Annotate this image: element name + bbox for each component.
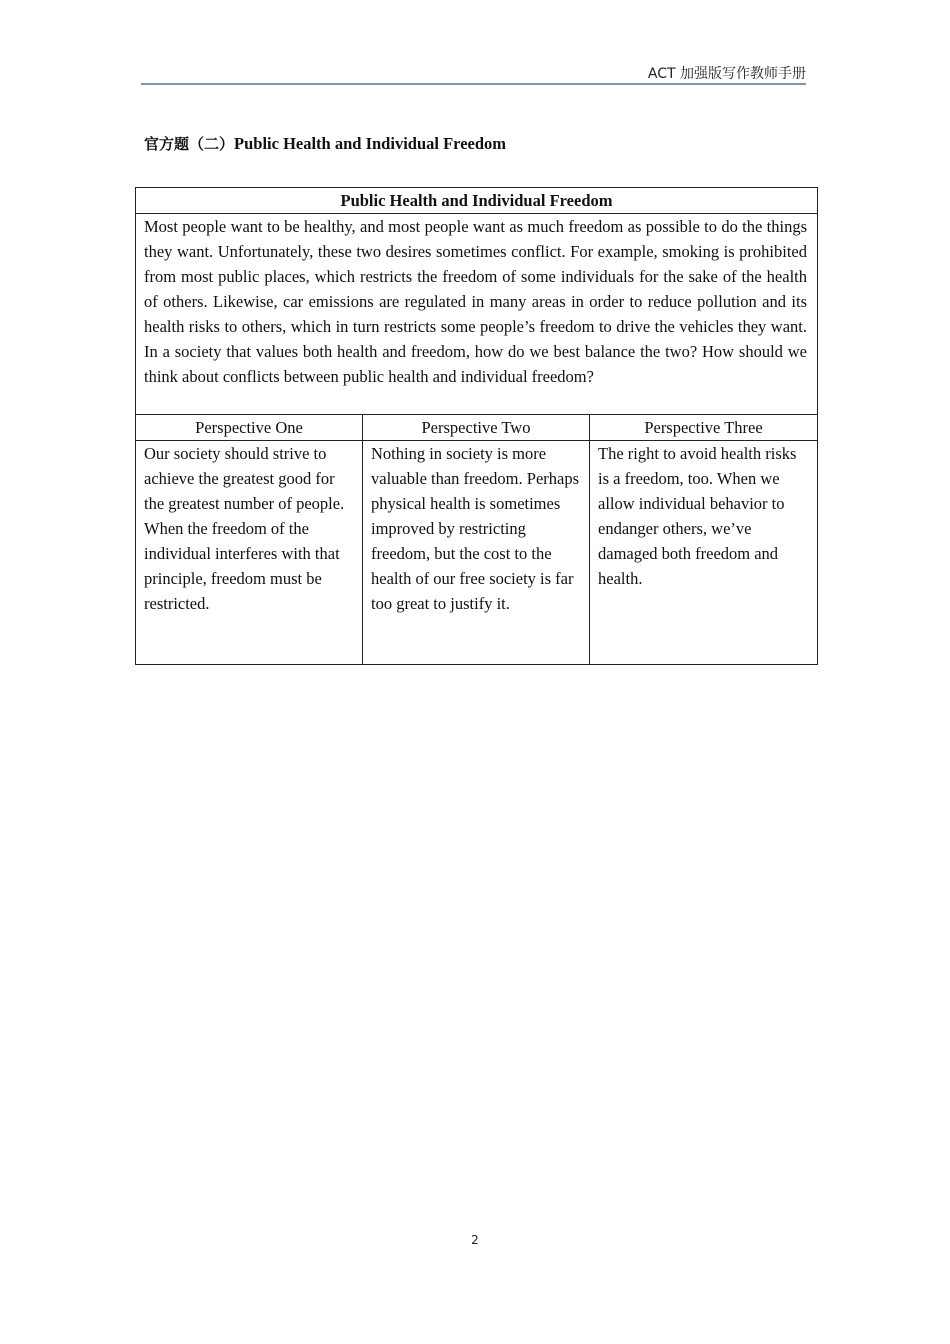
section-heading-english: Public Health and Individual Freedom	[234, 134, 507, 153]
header-rule	[141, 83, 806, 85]
running-header: ACT 加强版写作教师手册	[647, 66, 806, 82]
perspective-one-text: Our society should strive to achieve the greatest good for the greatest number of people. When the freedom of the individual interferes with that principle, freedom must be restricted.	[136, 441, 363, 665]
section-heading	[144, 133, 506, 155]
perspective-one-label: Perspective One	[136, 415, 363, 441]
prompt-title: Public Health and Individual Freedom	[136, 188, 818, 214]
section-heading-chinese: 官方题（二）	[144, 135, 235, 153]
perspective-two-text: Nothing in society is more valuable than freedom. Perhaps physical health is sometimes improved by restricting freedom, but the cost to the health of our free society is far too great to justify it.	[363, 441, 590, 665]
prompt-table	[135, 187, 818, 665]
page-number: 2	[471, 1233, 479, 1247]
perspective-three-label: Perspective Three	[590, 415, 818, 441]
perspective-three-text: The right to avoid health risks is a freedom, too. When we allow individual behavior to endanger others, we’ve damaged both freedom and health.	[590, 441, 818, 665]
prompt-body: Most people want to be healthy, and most people want as much freedom as possible to do the things they want. Unfortunately, these two desires sometimes conflict. For example, smoking is prohibited from most public places, which restricts the freedom of some individuals for the sake of the health of others. Likewise, car emissions are regulated in many areas in order to reduce pollution and its health risks to others, which in turn restricts some people’s freedom to drive the vehicles they want. In a society that values both health and freedom, how do we best balance the two? How should we think about conflicts between public health and individual freedom?	[136, 214, 818, 415]
perspective-two-label: Perspective Two	[363, 415, 590, 441]
